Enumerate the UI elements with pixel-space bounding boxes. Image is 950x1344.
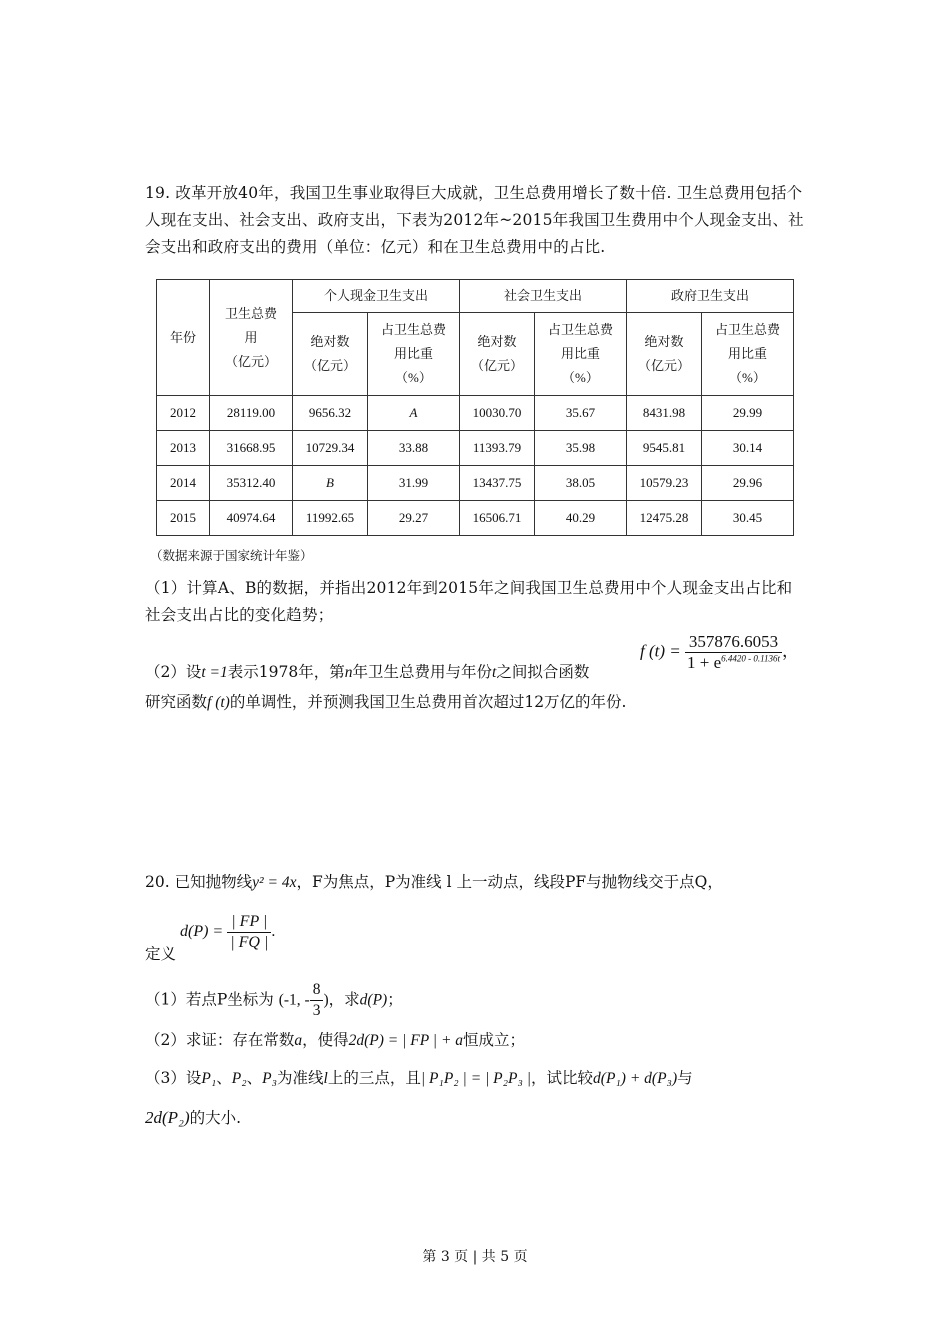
page-footer: 第 3 页 | 共 5 页 (422, 1249, 528, 1265)
question-20-intro: 20. 已知抛物线y² = 4x，F为焦点，P为准线 l 上一动点，线段PF与抛物线交于点Q， (145, 873, 723, 891)
header-social: 社会卫生支出 (459, 280, 626, 313)
question-19-part-2-line1: （2）设t =1表示1978年，第n年卫生总费用与年份t之间拟合函数 (145, 663, 590, 681)
header-government: 政府卫生支出 (626, 280, 793, 313)
exam-page: 19. 改革开放40年，我国卫生事业取得巨大成就，卫生总费用增长了数十倍. 卫生总费用包括个人现在支出、社会支出、政府支出，下表为2012年~2015年我国卫生费用中个人现金支出、社会支出和政府支出的费用（单位：亿元）和在卫生总费用中的占比. 年份 卫生总费 用 （亿元） 个人现金卫生支出 社会卫生支出 政府卫生支出 绝对数 （亿元） 占卫生总费 用比重 （%） 绝对数 （亿元） 占卫生总费 用比重 （%） 绝对数 （亿元） 占卫生总费 用比重 （%） 2012 28119.00 9656.32 A 10030.70 35.67 8431.98 29.99 2013 31668.95 10729.34 33.88 11393.79 35.98 9545.81 30.14 2014 35312.40 B 31.99 13437.75 38.05 10579.23 29.96 2015 40974.64 11992.65 29.27 16506.71 40.29 12475.28 30.45 （数据来源于国家统计年鉴） （1）计算A、B的数据，并指出2012年到2015年之间我国卫生总费用中个人现金支出占比和社会支出占比的变化趋势； （2）设t =1表示1978年，第n年卫生总费用与年份t之间拟合函数 f (t) = $\frac{357876.6053}{1 + e^{6.4420 - 0.1136t}}$ ， 研究函数f (t)的单调性，并预测我国卫生总费用首次超过12万亿的年份. 20. 已知抛物线y² = 4x，F为焦点，P为准线 l 上一动点，线段PF与抛物线交于点Q， 定义 d(P) = $\frac{| FP |}{| FQ |}$ . （1）若点P坐标为 (-1, - $\frac{8}{3}$ )，求d(P)； （2）求证：存在常数a，使得2d(P) = | FP | + a恒成立； （3）设P₁、P₂、P₃为准线l上的三点，且| P₁P₂ | = | P₂P₃ |，试比较d(P₁) + d(P₃)与 2d(P₂)的大小. 第 3 页 | 共 5 页 (0, 0, 950, 1344)
question-19-intro: 19. 改革开放40年，我国卫生事业取得巨大成就，卫生总费用增长了数十倍. 卫生总费用包括个人现在支出、社会支出、政府支出，下表为2012年~2015年我国卫生费用中个人现金支出、社会支出和政府支出的费用（单位：亿元）和在卫生总费用中的占比. (145, 184, 804, 256)
header-percent: 占卫生总费 用比重 （%） (367, 313, 459, 396)
health-expenditure-table (156, 279, 794, 536)
question-20-part-3-line2: 2d(P₂)的大小. (145, 1108, 242, 1127)
data-source-note: （数据来源于国家统计年鉴） (150, 548, 313, 563)
question-20-part-2: （2）求证：存在常数a，使得2d(P) = | FP | + a恒成立； (145, 1031, 526, 1049)
question-20-part-3-line1: （3）设P₁、P₂、P₃为准线l上的三点，且| P₁P₂ | = | P₂P₃ |，试比较d(P₁) + d(P₃)与 (145, 1069, 693, 1087)
header-year: 年份 (157, 280, 210, 396)
question-20-part-1: （1）若点P坐标为 (-1, - $\frac{8}{3}$ )，求d(P)； (145, 981, 403, 1019)
table-row: 2015 40974.64 11992.65 29.27 16506.71 40.29 12475.28 30.45 (157, 501, 794, 536)
question-19-part-1: （1）计算A、B的数据，并指出2012年到2015年之间我国卫生总费用中个人现金支出占比和社会支出占比的变化趋势； (145, 579, 793, 624)
header-personal: 个人现金卫生支出 (293, 280, 460, 313)
fitted-function-formula: f (t) = $\frac{357876.6053}{1 + e^{6.4420 - 0.1136t}}$ ， (640, 632, 799, 672)
table-row: 2013 31668.95 10729.34 33.88 11393.79 35.98 9545.81 30.14 (157, 431, 794, 466)
header-absolute: 绝对数 （亿元） (626, 313, 701, 396)
header-absolute: 绝对数 （亿元） (293, 313, 368, 396)
header-total: 卫生总费 用 （亿元） (210, 280, 293, 396)
header-absolute: 绝对数 （亿元） (459, 313, 534, 396)
table-row: 2012 28119.00 9656.32 A 10030.70 35.67 8431.98 29.99 (157, 396, 794, 431)
table-row: 2014 35312.40 B 31.99 13437.75 38.05 10579.23 29.96 (157, 466, 794, 501)
question-19-part-2-line2: 研究函数f (t)的单调性，并预测我国卫生总费用首次超过12万亿的年份. (145, 693, 627, 711)
header-percent: 占卫生总费 用比重 （%） (534, 313, 626, 396)
header-percent: 占卫生总费 用比重 （%） (701, 313, 793, 396)
